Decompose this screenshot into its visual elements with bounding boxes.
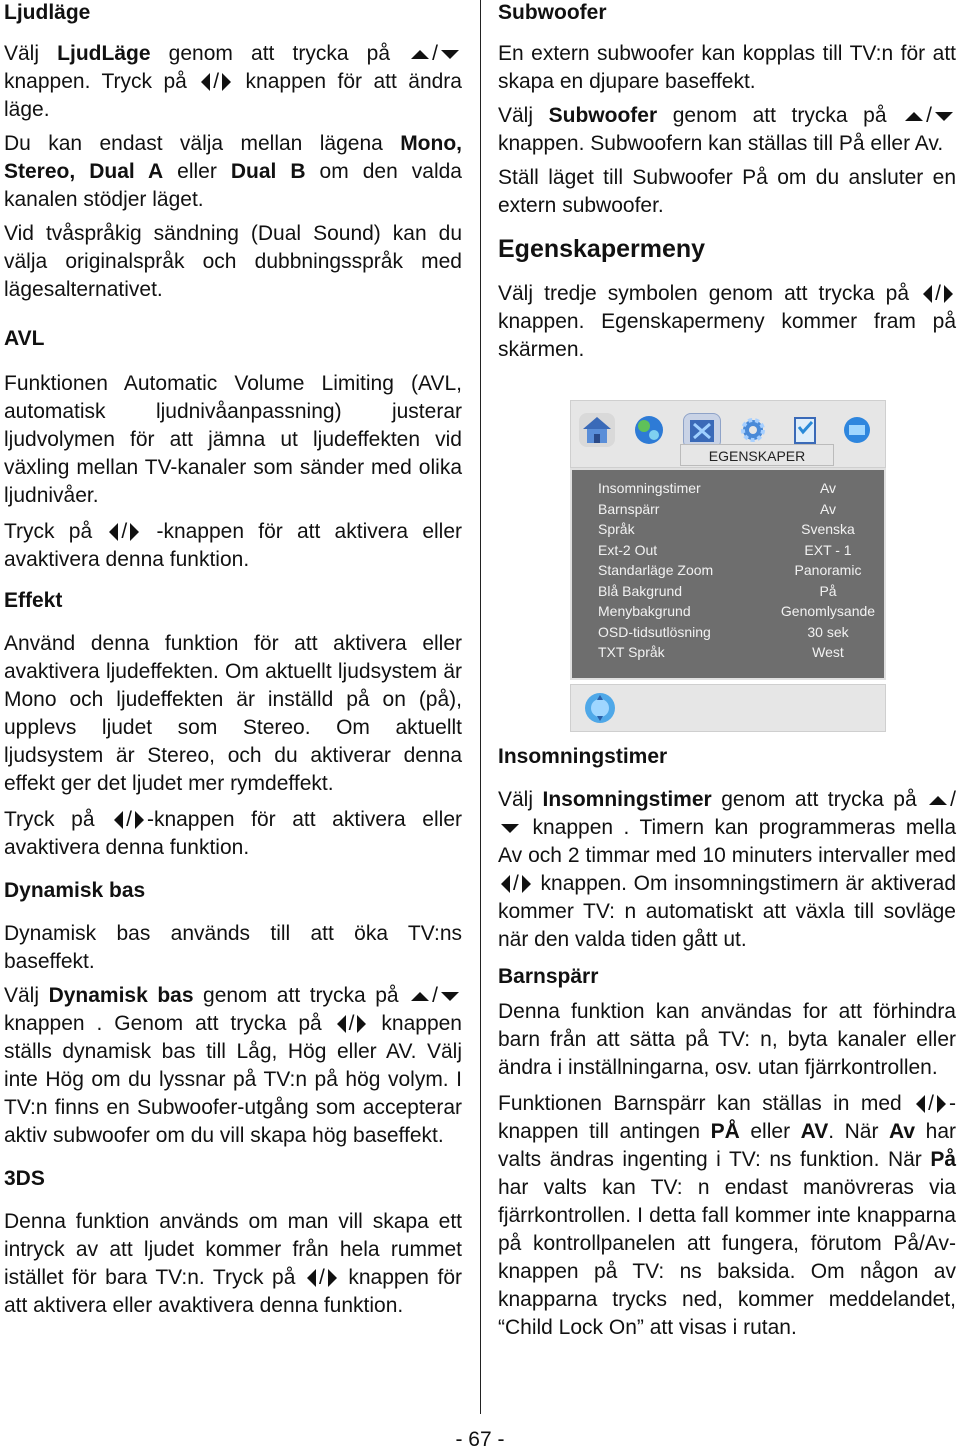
down-arrow-icon (935, 112, 953, 121)
avl-heading: AVL (4, 327, 45, 350)
menu-row-label: Menybakgrund (598, 603, 691, 619)
menu-row-label: Insomningstimer (598, 480, 701, 496)
menu-nav-box (570, 684, 886, 732)
menu-row[interactable] (598, 519, 870, 539)
settings-gear-icon (735, 413, 771, 447)
right-arrow-icon (357, 1015, 366, 1033)
menu-row[interactable] (598, 560, 870, 580)
3ds-heading: 3DS (4, 1167, 45, 1190)
left-arrow-icon (307, 1269, 316, 1287)
navigation-icon (583, 691, 617, 725)
page-number: - 67 - (455, 1428, 505, 1451)
down-arrow-icon (441, 50, 459, 59)
menu-row-label: Ext-2 Out (598, 541, 658, 558)
menu-row-label: OSD-tidsutlösning (598, 623, 711, 640)
menu-row-label: Språk (598, 521, 635, 537)
left-arrow-icon (916, 1095, 925, 1113)
home-icon (579, 413, 615, 447)
dynamisk-bas-heading: Dynamisk bas (4, 879, 146, 902)
right-arrow-icon (328, 1269, 337, 1287)
left-arrow-icon (501, 875, 510, 893)
right-arrow-icon (937, 1095, 946, 1113)
menu-row[interactable] (598, 478, 870, 498)
right-arrow-icon (222, 73, 231, 91)
menu-title: EGENSKAPER (680, 444, 834, 466)
menu-row[interactable] (598, 581, 870, 601)
menu-row-label: Standarläge Zoom (598, 562, 714, 578)
menu-panel (570, 468, 886, 680)
source-icon (839, 413, 875, 447)
menu-row-value: På (819, 582, 837, 599)
barnsparr-heading: Barnspärr (498, 965, 599, 988)
checklist-icon (787, 413, 823, 447)
ljudlage-paragraph-3: Vid tvåspråkig sändning (Dual Sound) kan du välja originalspråk och dubbningsspråk med lägesalternativet. (4, 222, 462, 301)
egenskaper-menu-screenshot (570, 400, 886, 732)
ljudlage-heading: Ljudläge (4, 1, 91, 24)
egenskapermeny-paragraph: Välj tredje symbolen genom att trycka på / knappen. Egenskapermeny kommer fram på skärmen. (498, 282, 956, 361)
right-arrow-icon (944, 285, 953, 303)
right-arrow-icon (130, 523, 139, 541)
subwoofer-paragraph-3: Ställ läget till Subwoofer På om du ansluter en extern subwoofer. (498, 166, 956, 217)
menu-row-label: Barnspärr (598, 500, 660, 517)
barnsparr-paragraph-2: Funktionen Barnspärr kan ställas in med / -knappen till antingen PÅ eller AV. När Av har valts ändras ingenting i TV: ns funktion. När På har valts kan TV: n endast manövreras via fjärrkontrollen. I detta fall kommer inte knapparna på kontrollpanelen att fungera, förutom På/Av-knappen på TV: ns baksida. Om någon av knapparna trycks ned, kommer meddelandet, “Child Lock On” att visas i rutan. (498, 1092, 957, 1339)
left-arrow-icon (109, 523, 118, 541)
menu-row-value: West (812, 644, 844, 660)
up-arrow-icon (929, 796, 947, 805)
effekt-paragraph-1: Använd denna funktion för att aktivera eller avaktivera ljudeffekten. Om aktuellt ljudsystem är Mono och ljudeffekten är inställd på on (på), upplevs ljudet som Stereo. Om aktuellt ljudsystem är Stereo, och du aktiverar denna effekt ger det ljudet mer rymdeffekt. (4, 632, 462, 795)
menu-row[interactable] (598, 499, 870, 519)
menu-row-label: Blå Bakgrund (598, 582, 683, 599)
effekt-paragraph-2: Tryck på / -knappen för att aktivera eller avaktivera denna funktion. (4, 808, 462, 859)
effekt-heading: Effekt (4, 589, 63, 612)
down-arrow-icon (441, 992, 459, 1001)
menu-row-value: EXT - 1 (804, 541, 852, 558)
avl-paragraph-2: Tryck på / -knappen för att aktivera eller avaktivera denna funktion. (4, 520, 462, 571)
insomningstimer-heading: Insomningstimer (498, 745, 668, 768)
ljudlage-paragraph-2: Du kan endast välja mellan lägena Mono, Stereo, Dual A eller Dual B om den valda kanalen stödjer läget. (4, 132, 462, 211)
ljudlage-paragraph-1: Välj LjudLäge genom att trycka på / knappen. Tryck på / knappen för att ändra läge. (4, 42, 462, 121)
menu-row[interactable] (598, 601, 876, 621)
insomningstimer-paragraph: Välj Insomningstimer genom att trycka på / knappen . Timern kan programmeras mella Av och 2 timmar med 10 minuters intervaller med / knappen. Om insomningstimern är aktiverad kommer TV: n automatiskt att växla till sovläge när den valda tiden gått ut. (498, 788, 957, 951)
picture-icon (631, 413, 667, 447)
menu-row-value: Av (819, 480, 837, 496)
menu-row-value: Genomlysande (780, 603, 876, 619)
menu-row-value: Svenska (801, 521, 855, 537)
right-column (498, 0, 956, 364)
left-arrow-icon (337, 1015, 346, 1033)
avl-paragraph-1: Funktionen Automatic Volume Limiting (AVL, automatisk ljudnivåanpassning) justerar ljudvolymen för att jämna ut ljudeffekten vid växling mellan TV-kanaler som sänder med olika ljudnivåer. (4, 372, 462, 507)
right-column-lower (498, 744, 956, 1342)
barnsparr-paragraph-1: Denna funktion kan användas for att förhindra barn från att sätta på TV: n, byta kanaler eller ändra i inställningarna, osv. utan fjärrkontrollen. (498, 1000, 956, 1079)
left-arrow-icon (923, 285, 932, 303)
left-arrow-icon (114, 811, 123, 829)
up-arrow-icon (411, 992, 429, 1001)
menu-row-value: Av (819, 500, 837, 517)
menu-row-value: 30 sek (807, 623, 849, 640)
subwoofer-paragraph-2: Välj Subwoofer genom att trycka på / knappen. Subwoofern kan ställas till På eller Av. (498, 102, 956, 158)
3ds-paragraph: Denna funktion används om man vill skapa ett intryck av att ljudet kommer från hela rummet istället för bara TV:n. Tryck på / knappen för att aktivera eller avaktivera denna funktion. (4, 1210, 462, 1317)
up-arrow-icon (411, 50, 429, 59)
menu-row[interactable] (598, 642, 870, 662)
menu-row-value: Panoramic (794, 562, 862, 578)
menu-row[interactable] (598, 540, 870, 560)
up-arrow-icon (905, 112, 923, 121)
dynamisk-bas-paragraph-1: Dynamisk bas används till att öka TV:ns baseffekt. (4, 922, 462, 973)
dynamisk-bas-paragraph-2: Välj Dynamisk bas genom att trycka på / knappen . Genom att trycka på / knappen ställs dynamisk bas till Låg, Hög eller AV. Välj inte Hög om du lyssnar på TV:n på hög volym. I TV:n finns en Subwoofer-utgång som accepterar aktiv subwoofer om du vill skapa hög baseffekt. (4, 984, 462, 1147)
column-divider (480, 0, 481, 1414)
left-arrow-icon (201, 73, 210, 91)
egenskapermeny-heading: Egenskapermeny (498, 235, 706, 263)
menu-row[interactable] (598, 622, 870, 642)
menu-row-label: TXT Språk (598, 644, 665, 660)
right-arrow-icon (522, 875, 531, 893)
subwoofer-heading: Subwoofer (498, 1, 607, 24)
subwoofer-paragraph-1: En extern subwoofer kan kopplas till TV:n för att skapa en djupare baseffekt. (498, 42, 956, 93)
right-arrow-icon (135, 811, 144, 829)
left-column (4, 0, 462, 1320)
down-arrow-icon (501, 824, 519, 833)
